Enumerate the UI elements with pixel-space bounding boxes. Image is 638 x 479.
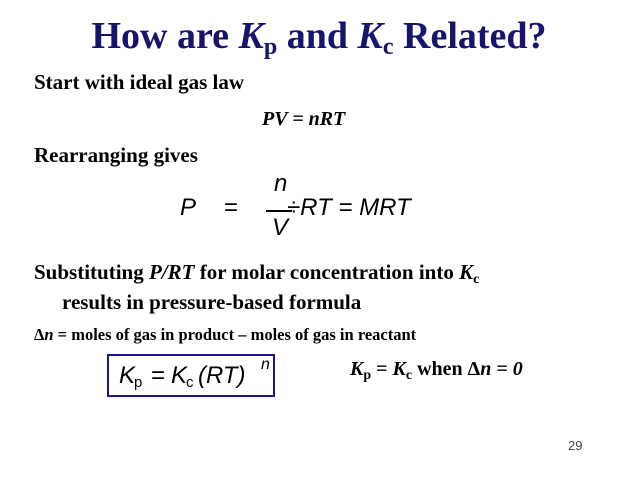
title-prefix: How are <box>91 15 239 57</box>
cond-kp-k: K <box>350 358 364 380</box>
formula-kp-k: K <box>119 362 136 389</box>
ideal-gas-law: PV = nRT <box>262 108 346 130</box>
cond-equals: = <box>371 358 393 380</box>
subst-variable: P/RT <box>148 260 195 284</box>
title-and: and <box>277 15 358 57</box>
subst-k-subscript: c <box>473 272 480 287</box>
title-c-subscript: c <box>382 34 394 60</box>
formula-kp-sub: p <box>134 374 143 391</box>
title-k-symbol-2: K <box>357 15 383 57</box>
cond-kc-sub: c <box>405 368 413 383</box>
title-p-subscript: p <box>263 34 278 60</box>
eq-numerator: n <box>274 170 288 197</box>
delta-n-var: n <box>44 325 54 344</box>
eq-lhs: P <box>180 194 197 221</box>
delta-n-definition <box>34 325 416 345</box>
subst-text: for molar concentration into <box>194 260 460 284</box>
kp-kc-formula-box <box>107 354 275 397</box>
eq-rhs: ÷RT = MRT <box>287 194 411 221</box>
cond-when: when Δ <box>412 358 481 380</box>
formula-kc-sub: c <box>186 374 194 391</box>
equality-condition <box>350 358 523 384</box>
subst-prefix: Substituting <box>34 260 149 284</box>
formula-exponent: n <box>261 356 270 373</box>
eq-denominator: V <box>272 214 289 241</box>
title-suffix: Related? <box>393 15 547 57</box>
rearranging-line: Rearranging gives <box>34 143 198 167</box>
start-line: Start with ideal gas law <box>34 70 244 94</box>
delta-symbol: Δ <box>34 325 45 344</box>
formula-equals: = <box>151 362 166 389</box>
page-number: 29 <box>568 438 583 453</box>
delta-definition-text: = moles of gas in product – moles of gas in reactant <box>53 325 417 344</box>
rearranged-equation <box>180 170 470 250</box>
substituting-line <box>34 260 479 288</box>
title-k-symbol: K <box>238 15 264 57</box>
formula-rt: (RT) <box>198 362 246 389</box>
cond-kc-k: K <box>392 358 406 380</box>
subst-k-symbol: K <box>459 260 474 284</box>
eq-equals: = <box>224 194 239 221</box>
cond-kp-sub: p <box>363 368 372 383</box>
cond-n-zero: n = 0 <box>480 358 523 380</box>
slide-title <box>0 14 638 61</box>
formula-kc-k: K <box>171 362 188 389</box>
results-line: results in pressure-based formula <box>62 290 362 314</box>
